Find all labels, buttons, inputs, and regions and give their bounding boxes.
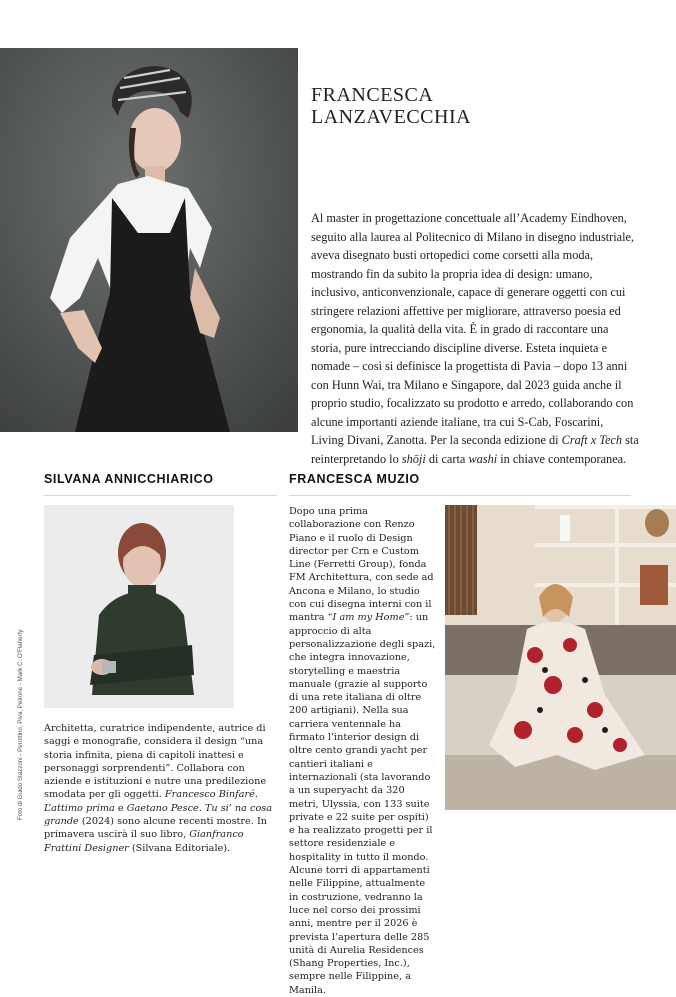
italic-title-text: Gaetano Pesce. Tu si’ na cosa grande (44, 802, 273, 828)
bio-text-run: (Silvana Editoriale). (128, 842, 231, 854)
bio-text-run: sta reinterpretando lo (311, 433, 639, 466)
profile-name-muzio: FRANCESCA MUZIO (289, 472, 420, 486)
bio-text-run: Dopo una prima collaborazione con Renzo Piano e il ruolo di Design director per Crn e Custom Line (Ferretti Group), fonda FM Architettura, con sede ad Ancona e Milano, lo studio con cui disegna interni con il mantra “ (289, 506, 434, 624)
section-divider (289, 495, 631, 496)
bio-text-run: e (114, 802, 127, 814)
italic-title-text: shōji (401, 451, 426, 466)
portrait-francesca-muzio (445, 505, 676, 810)
title-line-2: LANZAVECCHIA (311, 106, 472, 128)
portrait-francesca-lanzavecchia (0, 48, 298, 432)
bio-text-run: Al master in progettazione concettuale all’Academy Eindhoven, seguito alla laurea al Politecnico di Milano in disegno industriale, aveva disegnato busti ortopedici come corsetti alla moda, mostrando fin da subito la propria idea di design: umano, inclusivo, anticonvenzionale, capace di generare oggetti con cui stringere relazioni affettive per migliorare, attraverso poesia ed ergonomia, la qualità della vita. È in grado di raccontare una storia, pure intrecciando discipline diverse. Esteta inquieta e nomade – così si definisce la progettista di Pavia – dopo 13 anni con Hunn Wai, tra Milano e Singapore, dal 2023 guida anche il proprio studio, focalizzato su prodotto e arredo, collaborando con alcune importanti aziende italiane, tra cui S-Cab, Foscarini, Living Divani, Zanotta. Per la seconda edizione di (311, 211, 635, 447)
bio-text-run: Architetta, curatrice indipendente, autrice di saggi e monografie, considera il design “una storia infinita, piena di capitoli inattesi e personaggi sorprendenti”. Collabora con aziende e istituzioni e nutre una predilezione smodata per gli oggetti. (44, 723, 267, 801)
italic-title-text: washi (468, 451, 498, 466)
bio-text-run: (2024) sono alcune recenti mostre. In primavera uscirà il suo libro, (44, 816, 268, 841)
title-line-1: FRANCESCA (311, 84, 434, 106)
italic-title-text: Gianfranco Frattini Designer (44, 829, 244, 854)
profile-bio-silvana (44, 722, 275, 855)
profile-bio-main (311, 209, 639, 468)
profile-name-silvana: SILVANA ANNICCHIARICO (44, 472, 214, 486)
section-divider (44, 495, 277, 496)
photo-credit: Foto di Guido Stazzoni - Perottino, Piva, Peirone - Mark C. O'Flaherty (17, 629, 24, 820)
portrait-silvana-annicchiarico (44, 505, 234, 708)
profile-title (311, 84, 641, 128)
bio-text-run: ”: un approccio di alta personalizzazione degli spazi, che integra innovazione, storytelling e maestria manuale (grazie al supporto di una rete italiana di oltre 200 artigiani). Nella sua carriera ventennale ha firmato l’interior design di oltre cento grandi yacht per cantieri italiani e internazionali (sta lavorando a un superyacht da 320 metri, Ulyssia, con 133 suite private e 22 suite per ospiti) e ha realizzato progetti per il settore residenziale e hospitality in tutto il mondo. Alcune torri di appartamenti nelle Filippine, attualmente in costruzione, vedranno la luce nel corso dei prossimi anni, mentre per il 2026 è prevista l’apertura delle 285 unità di Aurelia Residences (Shang Properties, Inc.), sempre nelle Filippine, a Manila. (289, 612, 436, 996)
italic-title-text: Craft x Tech (561, 433, 623, 447)
profile-bio-muzio (289, 505, 436, 997)
italic-title-text: I am my Home (332, 612, 405, 624)
bio-text-run: in chiave contemporanea. (497, 451, 627, 466)
bio-text-run: di carta (425, 451, 469, 466)
italic-title-text: Francesco Binfaré. L’attimo prima (44, 789, 258, 814)
